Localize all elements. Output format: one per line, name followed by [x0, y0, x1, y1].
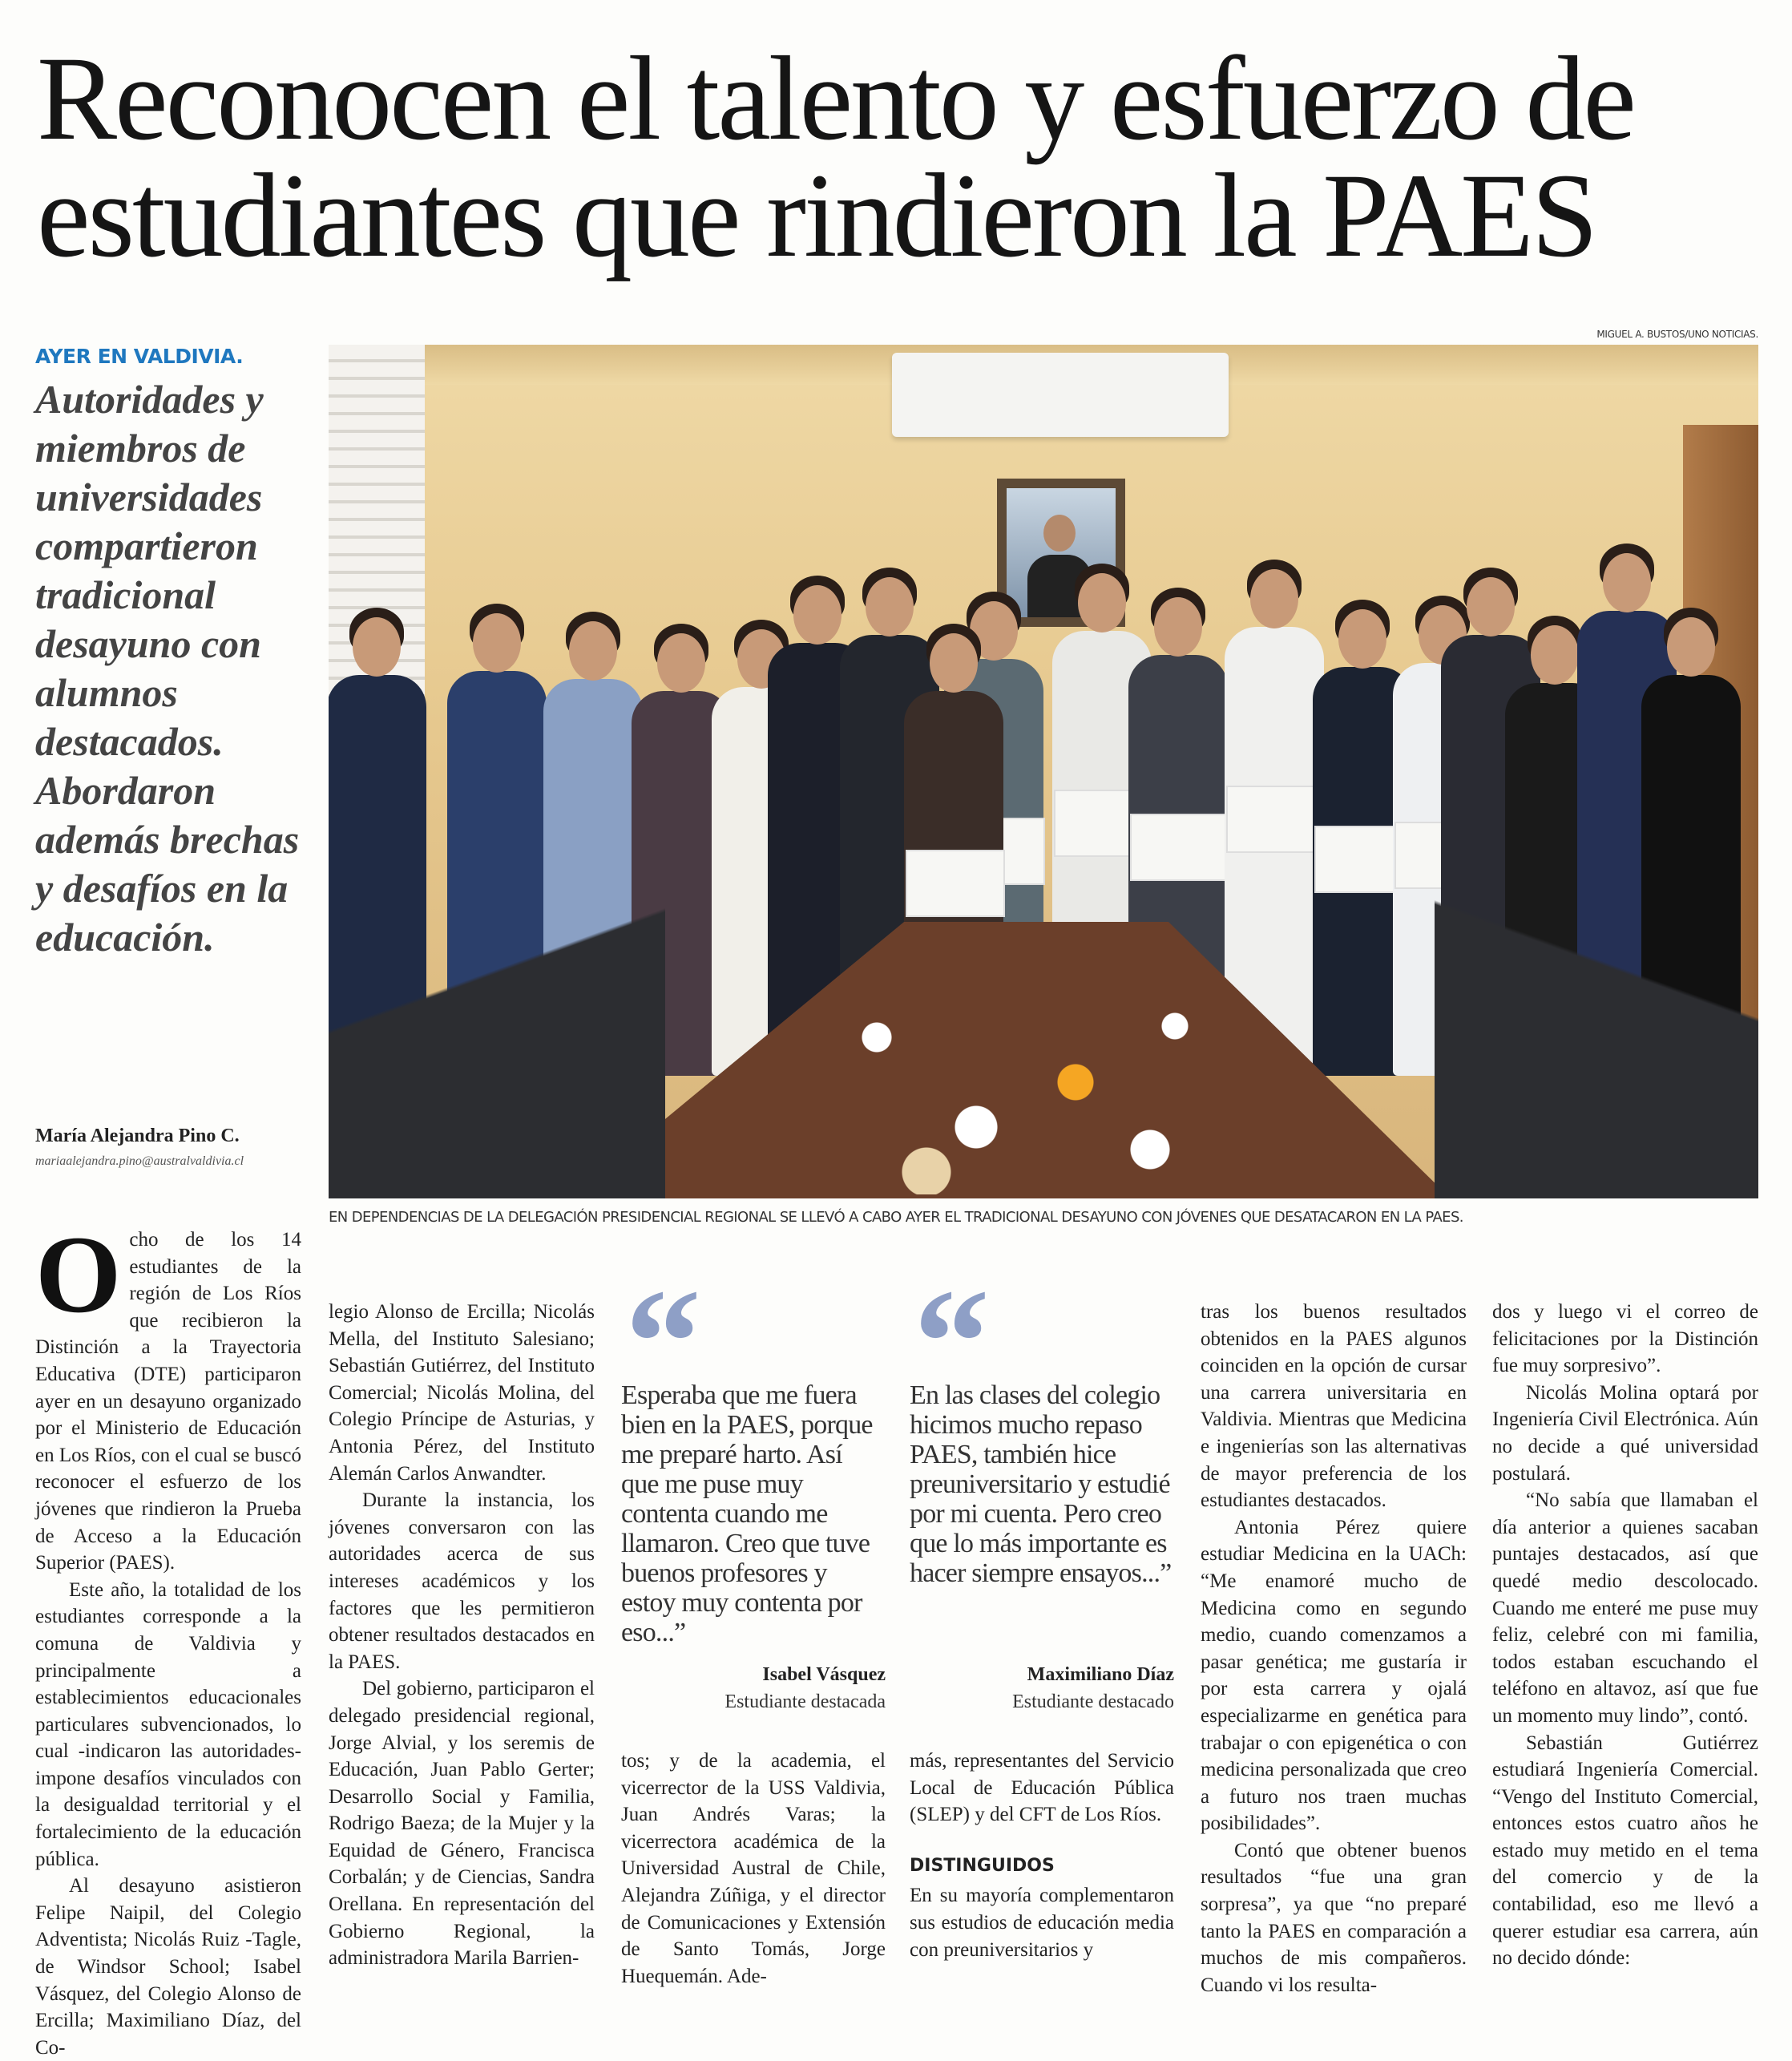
body-column-6	[1492, 1299, 1758, 1972]
section-subhead: DISTINGUIDOS	[910, 1855, 1055, 1876]
chairs-right	[1435, 890, 1758, 1198]
pull-quote-name: Maximiliano Díaz	[1027, 1664, 1174, 1685]
person-head	[930, 633, 978, 693]
paragraph: Durante la instancia, los jóvenes conversaron con las autoridades acerca de sus intereses académicos y los factores que les permitieron obtener resultados destacados en la PAES.	[329, 1489, 595, 1673]
person-head	[1667, 617, 1715, 677]
body-column-2	[329, 1299, 595, 1972]
paragraph: legio Alonso de Ercilla; Nicolás Mella, del Instituto Salesiano; Sebastián Gutiérrez, del Instituto Comercial; Nicolás Molina, del Colegio Príncipe de Asturias, y Antonia Pérez, del Instituto Alemán Carlos Anwandter.	[329, 1301, 595, 1485]
paragraph: tras los buenos resultados obtenidos en la PAES algunos coinciden en la opción de cursar una carrera universitaria en Valdivia. Mientras que Medicina e ingenierías son las alternativas de mayor preferencia de los estudiantes destacados.	[1201, 1301, 1467, 1512]
table-tablecloth-items	[777, 970, 1274, 1194]
air-conditioner	[892, 353, 1229, 437]
paragraph	[35, 1213, 301, 1577]
person-head	[569, 621, 617, 681]
body-column-3	[621, 1748, 886, 1990]
quote-mark-icon: “	[914, 1259, 979, 1427]
author-email: mariaalejandra.pino@australvaldivia.cl	[35, 1154, 244, 1168]
person-head	[1078, 573, 1126, 632]
pull-quote-name: Isabel Vásquez	[762, 1664, 886, 1685]
person-head	[657, 633, 705, 693]
person-head	[1531, 625, 1579, 685]
pull-quote-role: Estudiante destacada	[724, 1691, 886, 1712]
kicker: AYER EN VALDIVIA.	[35, 345, 244, 368]
pull-quote-text: Esperaba que me fuera bien en la PAES, porque me preparé harto. Así que me puse muy contenta cuando me llamaron. Creo que tuve buenos profesores y estoy muy contenta por eso...”	[621, 1380, 873, 1647]
paragraph: dos y luego vi el correo de felicitaciones por la Distinción fue muy sorpresivo”.	[1492, 1301, 1758, 1377]
person-head	[793, 585, 842, 645]
body-column-5	[1201, 1299, 1467, 1998]
paragraph: Este año, la totalidad de los estudiantes corresponde a la comuna de Valdivia y principalmente a establecimientos educacionales particulares subvencionados, lo cual -indicaron las autoridades- impone desafíos vinculados con la desigualdad territorial y el fortalecimiento de la educación pública.	[35, 1578, 301, 1870]
paragraph: Sebastián Gutiérrez estudiará Ingeniería Comercial. “Vengo del Instituto Comercial, entonces estos cuatro años he estado muy metido en el tema del comercio y de la contabilidad, eso me llevó a querer estudiar esa carrera, aún no decido dónde:	[1492, 1732, 1758, 1970]
deck: Autoridades y miembros de universidades compartieron tradicional desayuno con alumnos destacados. Abordaron además brechas y desafíos en la educación.	[35, 377, 300, 960]
photo-credit: MIGUEL A. BUSTOS/UNO NOTICIAS.	[1596, 329, 1758, 340]
paragraph: Nicolás Molina optará por Ingeniería Civil Electrónica. Aún no decide a qué universidad postulará.	[1492, 1381, 1758, 1485]
photo-caption: EN DEPENDENCIAS DE LA DELEGACIÓN PRESIDENCIAL REGIONAL SE LLEVÓ A CABO AYER EL TRADICIONAL DESAYUNO CON JÓVENES QUE DESATACARON EN LA PAES.	[329, 1209, 1463, 1226]
paragraph: Contó que obtener buenos resultados “fue una gran sorpresa”, ya que “no preparé tanto la PAES en comparación a muchos de mis compañeros. Cuando vi los resulta-	[1201, 1839, 1467, 1996]
person-head	[1154, 597, 1202, 657]
person-head	[473, 613, 521, 673]
person-head	[1250, 569, 1298, 628]
author-byline: María Alejandra Pino C.	[35, 1125, 240, 1146]
paragraph: “No sabía que llamaban el día anterior a quienes sacaban puntajes destacados, así que quedé medio descolocado. Cuando me enteré me puse muy feliz, celebré con mi familia, todos estaban escuchando el teléfono en altavoz, así que fue un momento muy lindo”, contó.	[1492, 1489, 1758, 1727]
pull-quote-text: En las clases del colegio hicimos mucho repaso PAES, también hice preuniversitario y estudié por mi cuenta. Pero creo que lo más importante es hacer siempre ensayos...”	[910, 1380, 1172, 1588]
body-column-1	[35, 1213, 301, 2061]
paragraph: Antonia Pérez quiere estudiar Medicina en la UACh: “Me enamoré mucho de Medicina como en segundo medio, cuando comenzamos a pasar genética; me gustaría ir por esta carrera y ojalá especializarme en genética para trabajar o con epigenética o con medicina personalizada que creo a futuro nos traen muchas posibilidades”.	[1201, 1516, 1467, 1835]
diploma-certificate	[1130, 814, 1229, 881]
paragraph-text: cho de los 14 estudiantes de la región de Los Ríos que recibieron la Distinción a la Trayectoria Educativa (DTE) participaron ayer en un desayuno organizado por el Ministerio de Educación en Los Ríos, con el cual se buscó reconocer el esfuerzo de los jóvenes que rindieron la Prueba de Acceso a la Educación Superior (PAES).	[35, 1229, 301, 1574]
person-head	[1338, 609, 1386, 669]
headline-line-2: estudiantes que rindieron la PAES	[37, 149, 1596, 282]
paragraph: En su mayoría complementaron sus estudios de educación media con preuniversitarios y	[910, 1885, 1174, 1961]
diploma-certificate	[906, 850, 1005, 917]
event-photo	[329, 345, 1758, 1198]
paragraph: Al desayuno asistieron Felipe Naipil, del Colegio Adventista; Nicolás Ruiz -Tagle, de Windsor School; Isabel Vásquez, del Colegio Alonso de Ercilla; Maximiliano Díaz, del Co-	[35, 1875, 301, 2059]
chairs-left	[329, 906, 665, 1198]
person-head	[1603, 553, 1651, 612]
headline	[37, 32, 1784, 282]
drop-cap: O	[35, 1213, 122, 1336]
diploma-certificate	[1226, 786, 1326, 853]
person-head	[1467, 577, 1515, 636]
paragraph: más, representantes del Servicio Local de Educación Pública (SLEP) y del CFT de Los Ríos.	[910, 1750, 1174, 1826]
quote-mark-icon: “	[625, 1259, 690, 1427]
paragraph: Del gobierno, participaron el delegado presidencial regional, Jorge Alvial, y los seremis de Educación, Juan Pablo Gerter; Desarrollo Social y Familia, Rodrigo Baeza; de la Mujer y la Equidad de Género, Francisca Corbalán; y de Ciencias, Sandra Orellana. En representación del Gobierno Regional, la administradora Marila Barrien-	[329, 1678, 595, 1970]
body-column-4	[910, 1748, 1174, 1963]
headline-line-1: Reconocen el talento y esfuerzo de	[37, 32, 1634, 165]
person-head	[866, 577, 914, 636]
pull-quote-role: Estudiante destacado	[1012, 1691, 1174, 1712]
paragraph: tos; y de la academia, el vicerrector de la USS Valdivia, Juan Andrés Varas; la vicerrectora académica de la Universidad Austral de Chile, Alejandra Zúñiga, y el director de Comunicaciones y Extensión de Santo Tomás, Jorge Huequemán. Ade-	[621, 1750, 886, 1987]
person-head	[353, 617, 401, 677]
